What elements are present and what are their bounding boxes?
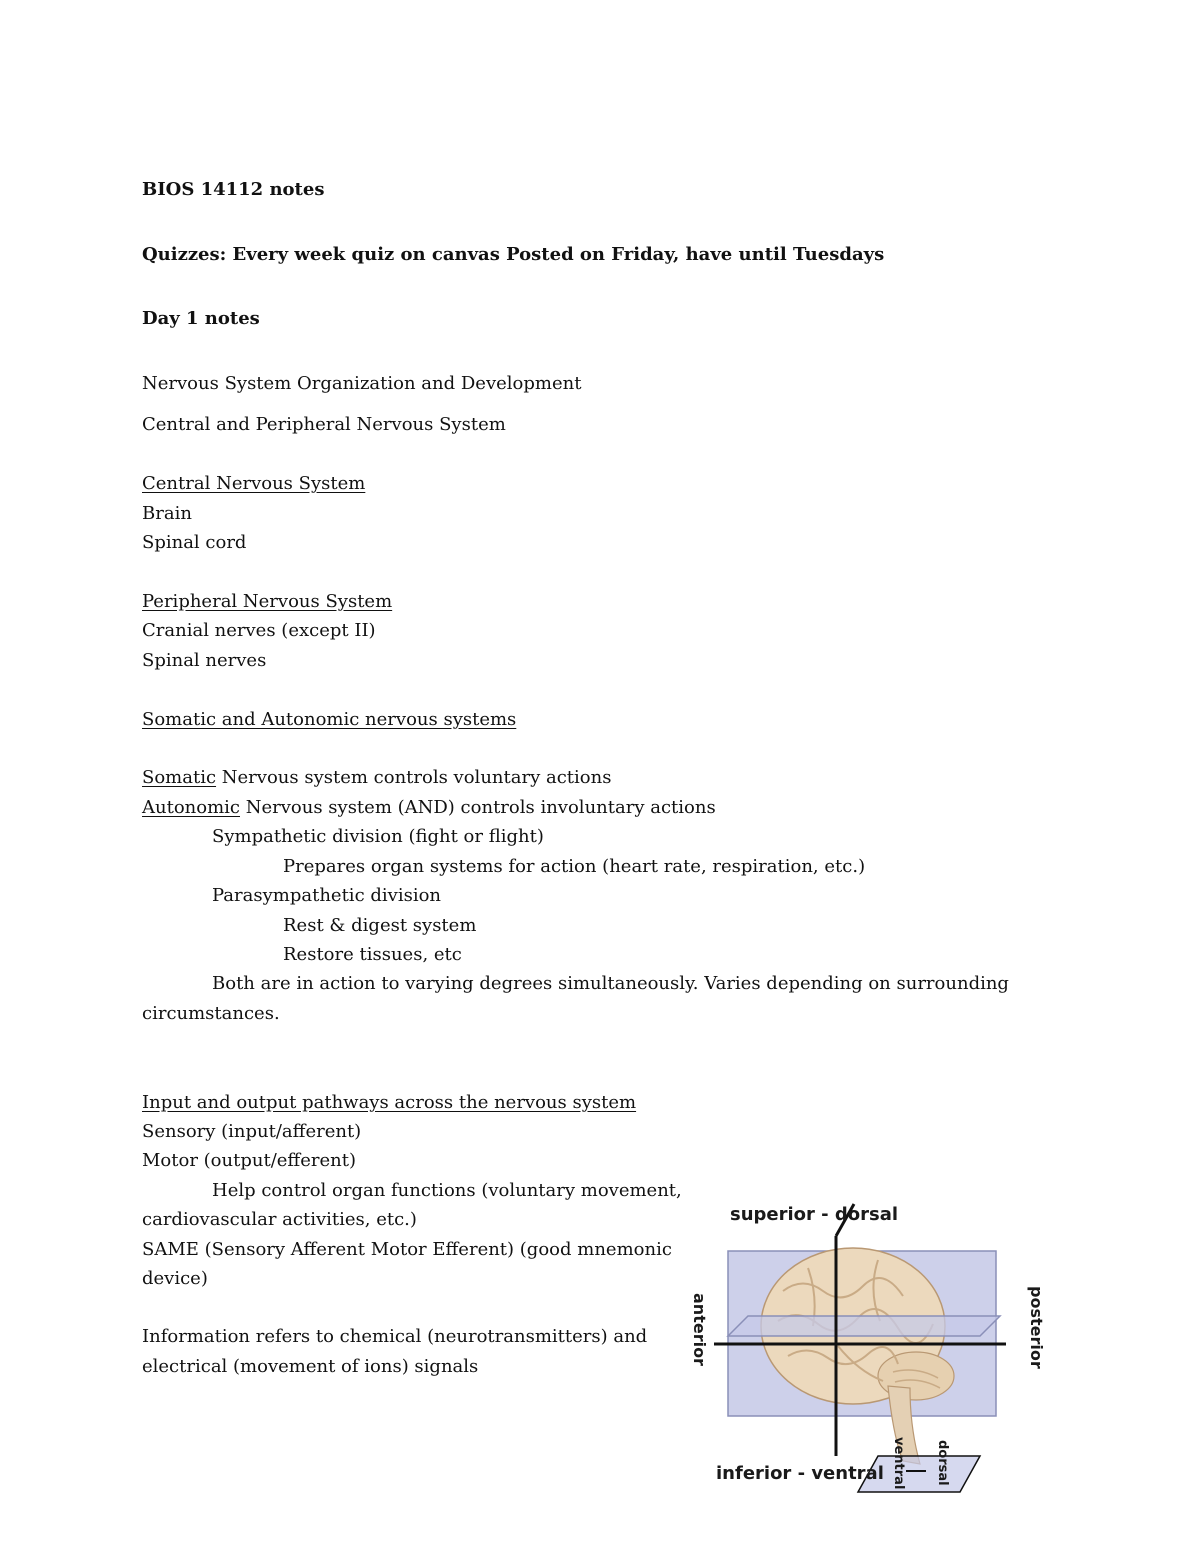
motor-detail-line1: Help control organ functions (voluntary movement, [212, 1180, 682, 1201]
sensory-line: Sensory (input/afferent) [142, 1121, 362, 1142]
information-line2: electrical (movement of ions) signals [142, 1356, 479, 1377]
day-heading: Day 1 notes [142, 308, 260, 329]
parasympathetic-detail-rest: Rest & digest system [283, 915, 477, 936]
somatic-line [142, 766, 611, 790]
autonomic-line [142, 796, 716, 820]
document-title: BIOS 14112 notes [142, 179, 325, 200]
io-heading: Input and output pathways across the nervous system [142, 1092, 637, 1113]
parasympathetic-division: Parasympathetic division [212, 885, 441, 906]
sympathetic-division: Sympathetic division (fight or flight) [212, 826, 544, 847]
both-note-line1: Both are in action to varying degrees simultaneously. Varies depending on surrounding [212, 973, 1009, 994]
cns-heading: Central Nervous System [142, 473, 366, 494]
brain-planes-figure [688, 1196, 1046, 1516]
ventral-label: ventral [891, 1437, 906, 1490]
motor-detail-line2: cardiovascular activities, etc.) [142, 1209, 417, 1230]
topic-organization: Nervous System Organization and Development [142, 373, 582, 394]
horizontal-plane [728, 1316, 1000, 1336]
dorsal-label: dorsal [935, 1440, 950, 1486]
somatic-term: Somatic [142, 767, 217, 788]
information-line1: Information refers to chemical (neurotransmitters) and [142, 1326, 648, 1347]
autonomic-description: Nervous system (AND) controls involuntary actions [240, 797, 716, 818]
same-mnemonic-line1: SAME (Sensory Afferent Motor Efferent) (good mnemonic [142, 1239, 672, 1260]
topic-central-peripheral: Central and Peripheral Nervous System [142, 414, 506, 435]
brain-image [761, 1248, 954, 1464]
both-note-line2: circumstances. [142, 1003, 280, 1024]
inferior-ventral-label: inferior - ventral [716, 1463, 884, 1484]
motor-line: Motor (output/efferent) [142, 1150, 356, 1171]
somatic-autonomic-heading: Somatic and Autonomic nervous systems [142, 709, 517, 730]
somatic-description: Nervous system controls voluntary actions [216, 767, 612, 788]
same-mnemonic-line2: device) [142, 1268, 208, 1289]
posterior-label: posterior [1027, 1286, 1046, 1369]
superior-dorsal-label: superior - dorsal [730, 1204, 899, 1225]
quizzes-note: Quizzes: Every week quiz on canvas Posted on Friday, have until Tuesdays [142, 244, 885, 265]
pns-heading: Peripheral Nervous System [142, 591, 393, 612]
cns-item-brain: Brain [142, 503, 192, 524]
cns-item-spinal-cord: Spinal cord [142, 532, 247, 553]
sympathetic-detail: Prepares organ systems for action (heart rate, respiration, etc.) [283, 856, 866, 877]
pns-item-spinal: Spinal nerves [142, 650, 267, 671]
pns-item-cranial: Cranial nerves (except II) [142, 620, 376, 641]
anterior-label: anterior [690, 1293, 709, 1366]
parasympathetic-detail-restore: Restore tissues, etc [283, 944, 462, 965]
autonomic-term: Autonomic [142, 797, 240, 818]
